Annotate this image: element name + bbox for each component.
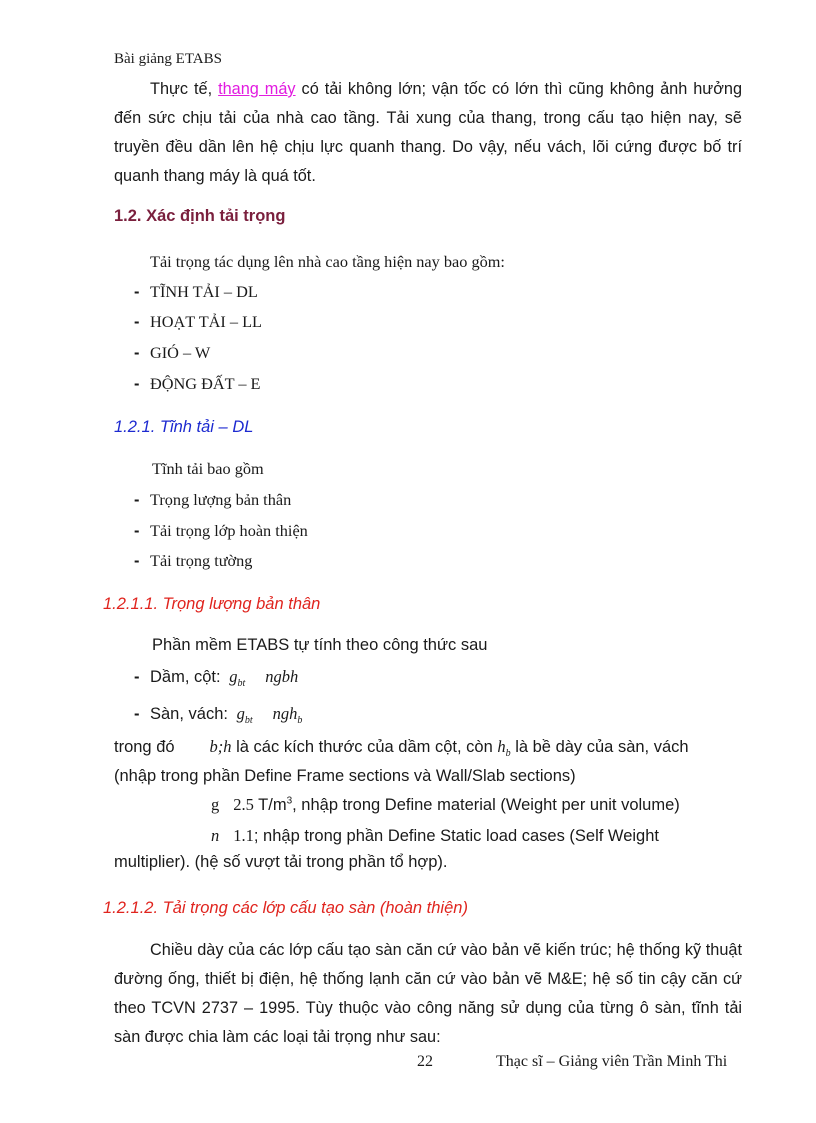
list-item: - Tải trọng tường: [134, 551, 253, 570]
n-factor-line-2: multiplier). (hệ số vượt tải trong phần tổ hợp).: [114, 853, 448, 871]
intro-text-start: Thực tế,: [150, 80, 219, 98]
where-line: trong đó b;h là các kích thước của dầm cột, còn $h_b$ là bề dày của sàn, vách: [114, 737, 689, 759]
beam-formula-line: - Dầm, cột: $g_{bt}$ ngbh: [134, 667, 299, 689]
dead-load-intro: Tĩnh tải bao gồm: [152, 459, 264, 478]
intro-paragraph: [114, 75, 742, 191]
footer-author: Thạc sĩ – Giảng viên Trần Minh Thi: [496, 1053, 728, 1070]
page-number: 22: [417, 1053, 433, 1070]
list-item: - TĨNH TẢI – DL: [134, 282, 258, 301]
elevator-link[interactable]: thang máy: [218, 80, 296, 98]
self-weight-intro: Phần mềm ETABS tự tính theo công thức sau: [152, 636, 488, 654]
loads-intro: Tải trọng tác dụng lên nhà cao tầng hiện nay bao gồm:: [150, 252, 505, 271]
n-factor-line: n 1.1; nhập trong phần Define Static load cases (Self Weight: [211, 826, 659, 845]
section-heading-1-2-1-2: 1.2.1.2. Tải trọng các lớp cấu tạo sàn (hoàn thiện): [103, 899, 468, 917]
finish-layers-paragraph: Chiều dày của các lớp cấu tạo sàn căn cứ vào bản vẽ kiến trúc; hệ thống kỹ thuật đường ống, thiết bị điện, hệ thống lạnh căn cứ vào bản vẽ M&E; hệ số tin cậy căn cứ theo TCVN 2737 – 1995. Tùy thuộc vào công năng sử dụng của từng ô sàn, tĩnh tải sàn được chia làm các loại tải trọng như sau:: [114, 941, 742, 1046]
slab-formula-line: - Sàn, vách: $g_{bt}$ ngh$_b$: [134, 704, 303, 726]
gamma-line: g 2.5 $T/m^3$, nhập trong Define material (Weight per unit volume): [211, 795, 680, 814]
intro-text-rest: có tải không lớn; vận tốc có lớn thì cũng không ảnh hưởng đến sức chịu tải của nhà cao tầng. Tải xung của thang, trong cấu tạo hiện nay, sẽ truyền đều dần lên hệ chịu lực quanh thang. Do vậy, nếu vách, lõi cứng được bố trí quanh thang máy là quá tốt.: [114, 80, 742, 185]
where-line-2: (nhập trong phần Define Frame sections và Wall/Slab sections): [114, 767, 576, 785]
list-item: - Trọng lượng bản thân: [134, 490, 292, 509]
list-item: - Tải trọng lớp hoàn thiện: [134, 521, 308, 540]
page-header: Bài giảng ETABS: [114, 51, 222, 67]
section-heading-1-2-1-1: 1.2.1.1. Trọng lượng bản thân: [103, 595, 321, 613]
list-item: - ĐỘNG ĐẤT – E: [134, 374, 261, 393]
section-heading-1-2: 1.2. Xác định tải trọng: [114, 207, 286, 225]
section-heading-1-2-1: 1.2.1. Tĩnh tải – DL: [114, 418, 254, 436]
list-item: - HOẠT TẢI – LL: [134, 312, 262, 331]
list-item: - GIÓ – W: [134, 343, 211, 362]
